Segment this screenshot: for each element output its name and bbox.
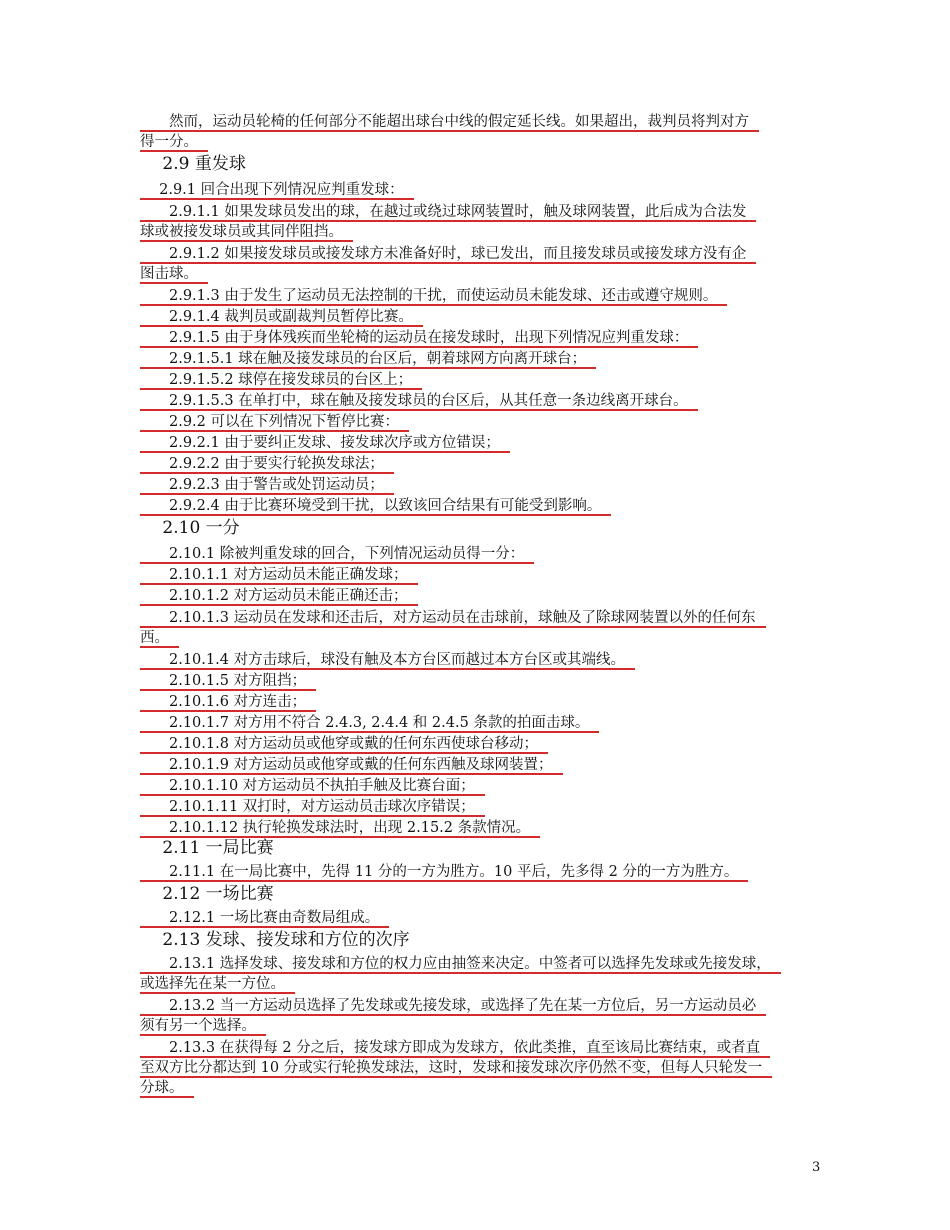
- line-text: 2.9.1.5.3 在单打中，球在触及接发球员的台区后，从其任意一条边线离开球台。: [140, 393, 698, 411]
- line-text: 西。: [140, 630, 179, 648]
- rule-line: [140, 608, 766, 628]
- line-text: 2.13.3 在获得每 2 分之后，接发球方即成为发球方，依此类推，直至该局比赛结束，或者直: [140, 1040, 770, 1058]
- section-heading: [140, 930, 410, 950]
- rule-line: [140, 132, 208, 152]
- line-text: 2.10.1.6 对方连击；: [140, 694, 316, 712]
- line-text: 2.9.1.5.1 球在触及接发球员的台区后，朝着球网方向离开球台；: [140, 351, 596, 369]
- line-text: 2.9.2.3 由于警告或处罚运动员；: [140, 477, 394, 495]
- page-number: 3: [812, 1160, 821, 1175]
- rule-line: [140, 734, 548, 754]
- line-text: 或选择先在某一方位。: [140, 976, 295, 994]
- rule-line: [140, 244, 756, 264]
- rule-line: [140, 328, 698, 348]
- rule-line: [140, 412, 409, 432]
- rule-line: [140, 433, 510, 453]
- rule-line: [140, 180, 414, 200]
- rule-line: [140, 586, 418, 606]
- rule-line: [140, 222, 353, 242]
- rule-line: [140, 112, 759, 132]
- line-text: 得一分。: [140, 134, 208, 152]
- line-text: 2.10.1.11 双打时，对方运动员击球次序错误；: [140, 799, 485, 817]
- section-heading: [140, 884, 274, 904]
- rule-line: [140, 391, 698, 411]
- rule-line: [140, 797, 485, 817]
- line-text: 2.13 发球、接发球和方位的次序: [140, 930, 410, 950]
- line-text: 2.10 一分: [140, 518, 240, 538]
- rule-line: [140, 349, 596, 369]
- rule-line: [140, 1058, 772, 1078]
- line-text: 2.10.1.7 对方用不符合 2.4.3, 2.4.4 和 2.4.5 条款的拍面击球。: [140, 715, 599, 733]
- rule-line: [140, 818, 540, 838]
- line-text: 2.13.1 选择发球、接发球和方位的权力应由抽签来决定。中签者可以选择先发球或先接发球，: [140, 956, 781, 974]
- line-text: 2.9.2.4 由于比赛环境受到干扰，以致该回合结果有可能受到影响。: [140, 498, 611, 516]
- line-text: 2.12.1 一场比赛由奇数局组成。: [140, 910, 389, 928]
- rule-line: [140, 544, 534, 564]
- section-heading: [140, 838, 274, 858]
- rule-line: [140, 650, 635, 670]
- rule-line: [140, 307, 423, 327]
- line-text: 2.10.1.8 对方运动员或他穿或戴的任何东西使球台移动；: [140, 736, 548, 754]
- rule-line: [140, 713, 599, 733]
- line-text: 2.9.2.2 由于要实行轮换发球法；: [140, 456, 394, 474]
- line-text: 2.10.1.2 对方运动员未能正确还击；: [140, 588, 418, 606]
- line-text: 2.10.1.1 对方运动员未能正确发球；: [140, 567, 418, 585]
- line-text: 2.9.1.5 由于身体残疾而坐轮椅的运动员在接发球时，出现下列情况应判重发球：: [140, 330, 698, 348]
- line-text: 2.9.1.5.2 球停在接发球员的台区上；: [140, 372, 422, 390]
- rule-line: [140, 565, 418, 585]
- line-text: 分球。: [140, 1080, 194, 1098]
- rule-line: [140, 264, 208, 284]
- rule-line: [140, 496, 611, 516]
- line-text: 须有另一个选择。: [140, 1018, 266, 1036]
- section-heading: [140, 518, 240, 538]
- line-text: 2.11 一局比赛: [140, 838, 274, 858]
- rule-line: [140, 692, 316, 712]
- rule-line: [140, 776, 485, 796]
- line-text: 2.10.1.10 对方运动员不执拍手触及比赛台面；: [140, 778, 485, 796]
- line-text: 2.10.1.4 对方击球后，球没有触及本方台区而越过本方台区或其端线。: [140, 652, 635, 670]
- line-text: 2.9.1.2 如果接发球员或接发球方未准备好时，球已发出，而且接发球员或接发球方没有企: [140, 246, 756, 264]
- rule-line: [140, 755, 563, 775]
- rule-line: [140, 671, 316, 691]
- section-heading: [140, 154, 246, 174]
- rule-line: [140, 1078, 194, 1098]
- rule-line: [140, 202, 756, 222]
- rule-line: [140, 862, 748, 882]
- line-text: 2.10.1.9 对方运动员或他穿或戴的任何东西触及球网装置；: [140, 757, 563, 775]
- line-text: 2.10.1.5 对方阻挡；: [140, 673, 316, 691]
- line-text: 2.10.1 除被判重发球的回合，下列情况运动员得一分：: [140, 546, 534, 564]
- rule-line: [140, 996, 766, 1016]
- rule-line: [140, 1016, 266, 1036]
- line-text: 图击球。: [140, 266, 208, 284]
- line-text: 2.13.2 当一方运动员选择了先发球或先接发球，或选择了先在某一方位后，另一方运动员必: [140, 998, 766, 1016]
- line-text: 2.9 重发球: [140, 154, 246, 174]
- line-text: 2.10.1.12 执行轮换发球法时，出现 2.15.2 条款情况。: [140, 820, 540, 838]
- line-text: 至双方比分都达到 10 分或实行轮换发球法，这时，发球和接发球次序仍然不变，但每人只轮发一: [140, 1060, 772, 1078]
- rule-line: [140, 475, 394, 495]
- line-text: 2.11.1 在一局比赛中，先得 11 分的一方为胜方。10 平后，先多得 2 分的一方为胜方。: [140, 864, 748, 882]
- line-text: 然而，运动员轮椅的任何部分不能超出球台中线的假定延长线。如果超出，裁判员将判对方: [140, 114, 759, 132]
- rule-line: [140, 370, 422, 390]
- line-text: 2.9.1.1 如果发球员发出的球，在越过或绕过球网装置时，触及球网装置，此后成为合法发: [140, 204, 756, 222]
- rule-line: [140, 954, 781, 974]
- rule-line: [140, 454, 394, 474]
- line-text: 2.9.1.4 裁判员或副裁判员暂停比赛。: [140, 309, 423, 327]
- line-text: 2.12 一场比赛: [140, 884, 274, 904]
- rule-line: [140, 286, 727, 306]
- line-text: 2.9.2.1 由于要纠正发球、接发球次序或方位错误；: [140, 435, 510, 453]
- rule-line: [140, 1038, 770, 1058]
- line-text: 球或被接发球员或其同伴阻挡。: [140, 224, 353, 242]
- rule-line: [140, 974, 295, 994]
- line-text: 2.9.1.3 由于发生了运动员无法控制的干扰，而使运动员未能发球、还击或遵守规则。: [140, 288, 727, 306]
- line-text: 2.9.2 可以在下列情况下暂停比赛：: [140, 414, 409, 432]
- rule-line: [140, 628, 179, 648]
- line-text: 2.10.1.3 运动员在发球和还击后，对方运动员在击球前，球触及了除球网装置以外的任何东: [140, 610, 766, 628]
- line-text: 2.9.1 回合出现下列情况应判重发球：: [140, 182, 414, 200]
- rule-line: [140, 908, 389, 928]
